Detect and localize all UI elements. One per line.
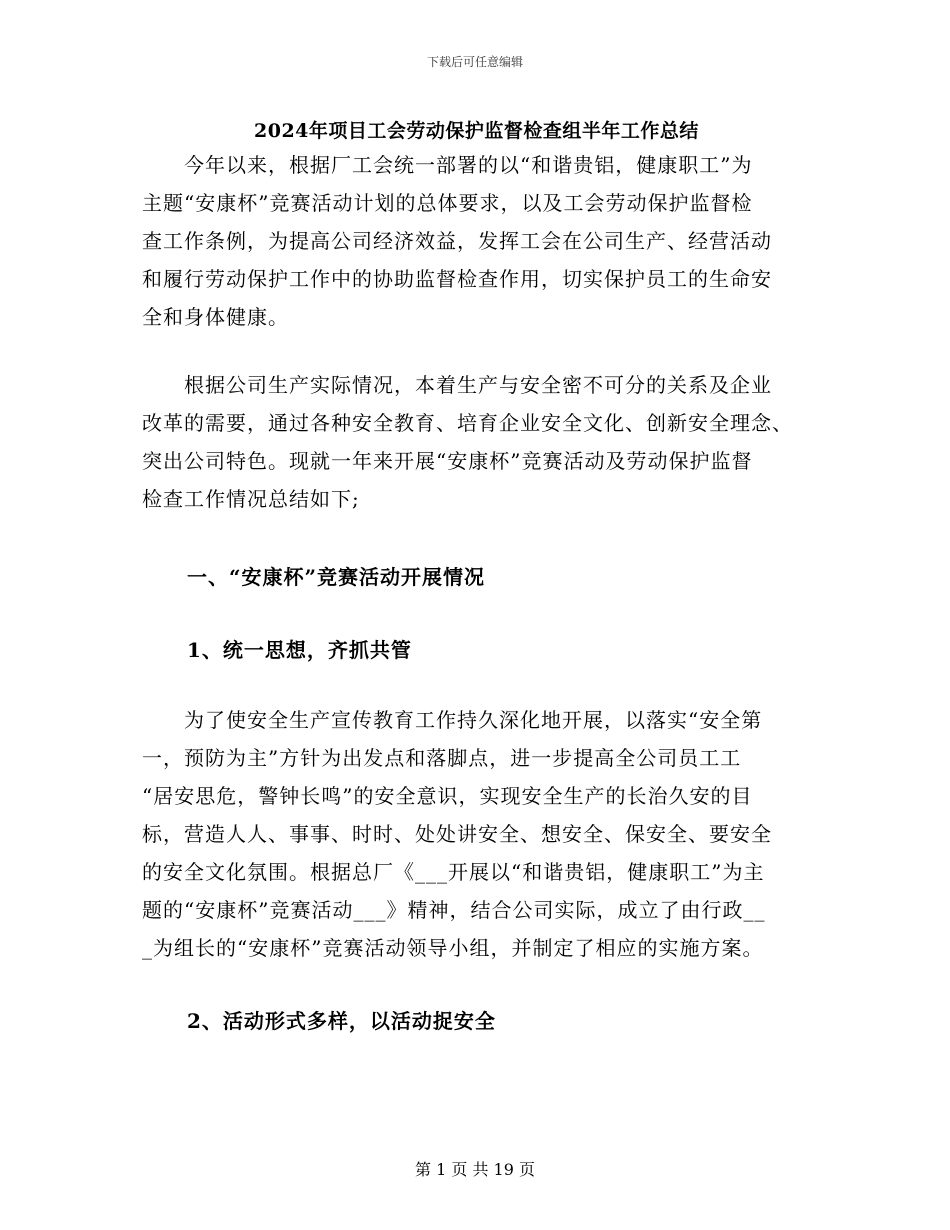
paragraph-line: 查工作条例，为提高公司经济效益，发挥工会在公司生产、经营活动 — [142, 229, 772, 253]
paragraph-line: _为组长的“安康杯”竞赛活动领导小组，并制定了相应的实施方案。 — [142, 936, 764, 960]
document-title: 2024年项目工会劳动保护监督检查组半年工作总结 — [254, 120, 699, 142]
page-footer: 第 1 页 共 19 页 — [415, 1160, 535, 1179]
paragraph-line: 检查工作情况总结如下; — [142, 487, 360, 511]
paragraph-background — [142, 366, 812, 518]
paragraph-line: 突出公司特色。现就一年来开展“安康杯”竞赛活动及劳动保护监督 — [142, 449, 753, 473]
header-note: 下载后可任意编辑 — [426, 55, 523, 69]
subsection-heading-1: 1、统一思想，齐抓共管 — [187, 638, 412, 662]
paragraph-line: 今年以来，根据厂工会统一部署的以“和谐贵铝，健康职工”为 — [142, 153, 753, 177]
paragraph-line: 的安全文化氛围。根据总厂《___开展以“和谐贵铝，健康职工”为主 — [142, 860, 765, 884]
paragraph-line: 标，营造人人、事事、时时、处处讲安全、想安全、保安全、要安全 — [142, 822, 772, 846]
paragraph-line: 主题“安康杯”竞赛活动计划的总体要求，以及工会劳动保护监督检 — [142, 191, 753, 215]
paragraph-line: “居安思危，警钟长鸣”的安全意识，实现安全生产的长治久安的目 — [142, 784, 753, 808]
section-heading-1: 一、“安康杯”竞赛活动开展情况 — [187, 565, 486, 589]
paragraph-line: 一，预防为主”方针为出发点和落脚点，进一步提高全公司员工工 — [142, 746, 742, 770]
paragraph-intro — [142, 146, 812, 336]
paragraph-line: 全和身体健康。 — [142, 305, 289, 329]
paragraph-line: 改革的需要，通过各种安全教育、培育企业安全文化、创新安全理念、 — [142, 411, 793, 435]
subsection-heading-2: 2、活动形式多样，以活动捉安全 — [187, 1009, 496, 1033]
paragraph-unify — [142, 701, 812, 967]
paragraph-line: 题的“安康杯”竞赛活动___》精神，结合公司实际，成立了由行政__ — [142, 898, 766, 922]
paragraph-line: 为了使安全生产宣传教育工作持久深化地开展，以落实“安全第 — [142, 708, 763, 732]
paragraph-line: 根据公司生产实际情况，本着生产与安全密不可分的关系及企业 — [142, 373, 772, 397]
paragraph-line: 和履行劳动保护工作中的协助监督检查作用，切实保护员工的生命安 — [142, 267, 772, 291]
